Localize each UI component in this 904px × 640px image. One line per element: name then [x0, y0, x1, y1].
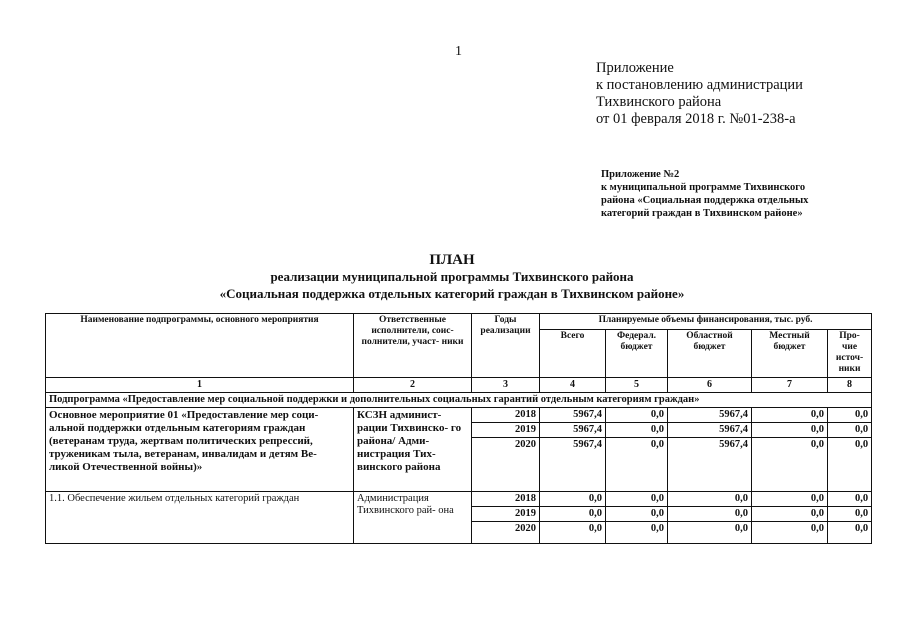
header-executors: Ответственные исполнители, соис- полнители, участ- ники — [354, 314, 472, 378]
doc-title: ПЛАН — [429, 252, 475, 268]
regional-cell: 5967,4 — [668, 408, 752, 423]
subprogram-row — [46, 393, 872, 408]
local-cell: 0,0 — [752, 408, 828, 423]
column-number: 3 — [472, 378, 540, 393]
header-other: Про- чие источ- ники — [828, 330, 872, 378]
total-cell: 0,0 — [540, 522, 606, 544]
total-cell: 0,0 — [540, 507, 606, 522]
appendix-2-line-2: к муниципальной программе Тихвинского — [601, 182, 806, 193]
appendix-2-header — [601, 168, 808, 220]
appendix-header — [596, 60, 803, 128]
total-cell: 0,0 — [540, 492, 606, 507]
year-cell: 2018 — [472, 408, 540, 423]
plan-table — [45, 313, 872, 544]
local-cell: 0,0 — [752, 438, 828, 492]
appendix-2-line-4: категорий граждан в Тихвинском районе» — [601, 208, 803, 219]
federal-cell: 0,0 — [606, 408, 668, 423]
local-cell: 0,0 — [752, 507, 828, 522]
appendix-line-3: Тихвинского района — [596, 94, 722, 110]
year-cell: 2020 — [472, 522, 540, 544]
appendix-2-line-1: Приложение №2 — [601, 169, 680, 180]
year-cell: 2020 — [472, 438, 540, 492]
federal-cell: 0,0 — [606, 492, 668, 507]
year-cell: 2018 — [472, 492, 540, 507]
subprogram-title: Подпрограмма «Предоставление мер социальной поддержки и дополнительных социальных гарантий отдельным категориям граждан» — [46, 393, 872, 408]
header-funding: Планируемые объемы финансирования, тыс. руб. — [540, 314, 872, 330]
header-total: Всего — [540, 330, 606, 378]
other-cell: 0,0 — [828, 522, 872, 544]
page-number: 1 — [455, 44, 462, 59]
federal-cell: 0,0 — [606, 423, 668, 438]
total-cell: 5967,4 — [540, 408, 606, 423]
measure-name: Основное мероприятие 01 «Предоставление мер соци- альной поддержки отдельным категориям граждан (ветеранам труда, жертвам политических репрессий, труженикам тыла, ветеранам, инвалидам и детям Ве- ликой Отечественной войны)» — [46, 408, 354, 492]
local-cell: 0,0 — [752, 492, 828, 507]
regional-cell: 0,0 — [668, 492, 752, 507]
other-cell: 0,0 — [828, 507, 872, 522]
header-name: Наименование подпрограммы, основного мероприятия — [46, 314, 354, 378]
column-number: 5 — [606, 378, 668, 393]
table-row — [46, 492, 872, 507]
total-cell: 5967,4 — [540, 438, 606, 492]
column-number: 7 — [752, 378, 828, 393]
header-years: Годы реализации — [472, 314, 540, 378]
header-federal: Федерал. бюджет — [606, 330, 668, 378]
regional-cell: 0,0 — [668, 522, 752, 544]
total-cell: 5967,4 — [540, 423, 606, 438]
measure-executor: Администрация Тихвинского рай- она — [354, 492, 472, 544]
federal-cell: 0,0 — [606, 438, 668, 492]
regional-cell: 5967,4 — [668, 438, 752, 492]
column-number: 6 — [668, 378, 752, 393]
regional-cell: 5967,4 — [668, 423, 752, 438]
measure-name: 1.1. Обеспечение жильем отдельных категорий граждан — [46, 492, 354, 544]
local-cell: 0,0 — [752, 423, 828, 438]
year-cell: 2019 — [472, 507, 540, 522]
appendix-2-line-3: района «Социальная поддержка отдельных — [601, 195, 809, 206]
other-cell: 0,0 — [828, 408, 872, 423]
column-number: 4 — [540, 378, 606, 393]
appendix-line-2: к постановлению администрации — [596, 77, 803, 93]
table-row — [46, 408, 872, 423]
federal-cell: 0,0 — [606, 522, 668, 544]
other-cell: 0,0 — [828, 423, 872, 438]
appendix-line-4: от 01 февраля 2018 г. №01-238-а — [596, 111, 796, 127]
federal-cell: 0,0 — [606, 507, 668, 522]
header-regional: Областной бюджет — [668, 330, 752, 378]
appendix-line-1: Приложение — [596, 60, 674, 76]
measure-executor: КСЗН админист- рации Тихвинско- го района/ Адми- нистрация Тих- винского района — [354, 408, 472, 492]
regional-cell: 0,0 — [668, 507, 752, 522]
header-local: Местный бюджет — [752, 330, 828, 378]
column-number-row — [46, 378, 872, 393]
column-number: 8 — [828, 378, 872, 393]
year-cell: 2019 — [472, 423, 540, 438]
other-cell: 0,0 — [828, 492, 872, 507]
column-number: 2 — [354, 378, 472, 393]
other-cell: 0,0 — [828, 438, 872, 492]
doc-subtitle-2: «Социальная поддержка отдельных категорий граждан в Тихвинском районе» — [219, 286, 685, 301]
column-number: 1 — [46, 378, 354, 393]
doc-subtitle-1: реализации муниципальной программы Тихвинского района — [270, 269, 634, 284]
local-cell: 0,0 — [752, 522, 828, 544]
